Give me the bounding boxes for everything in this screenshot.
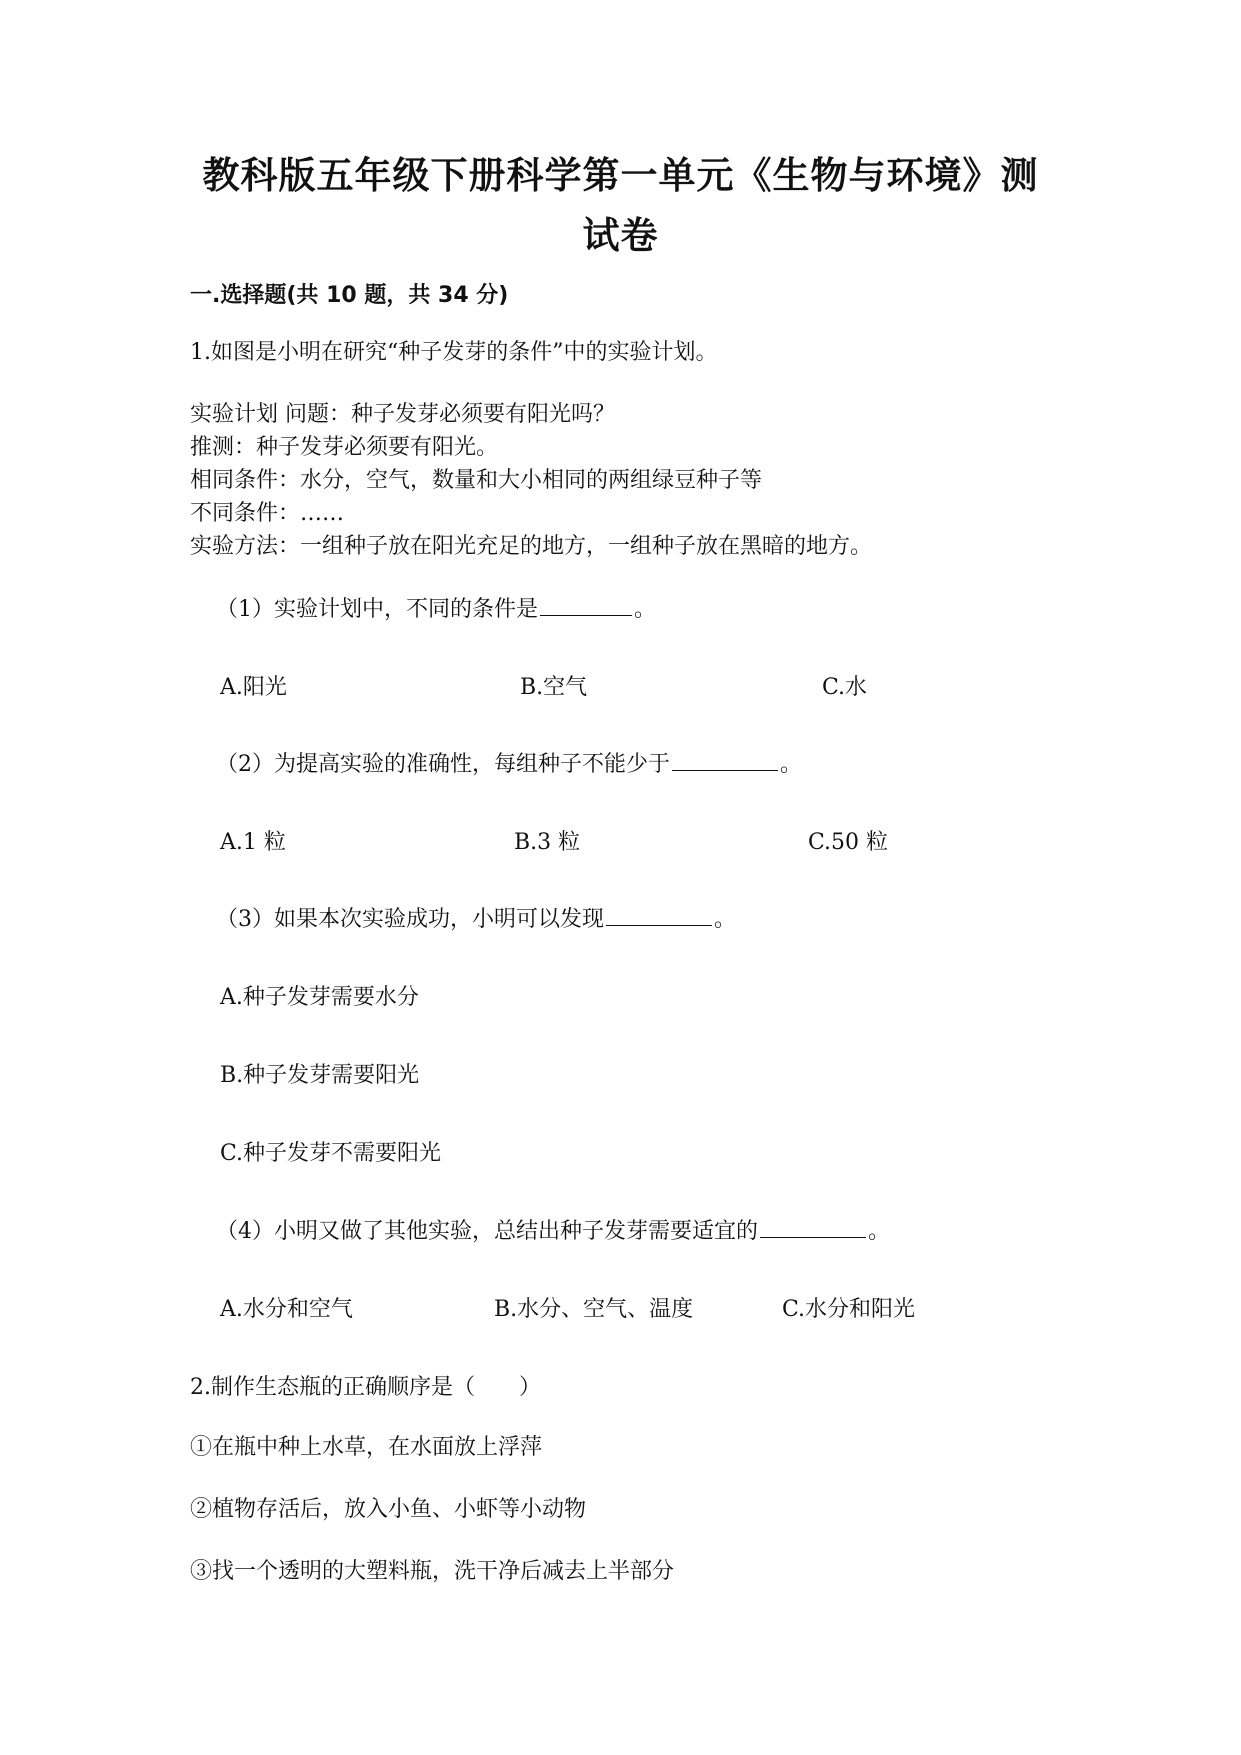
step-item: ①在瓶中种上水草，在水面放上浮萍 — [190, 1435, 543, 1460]
plan-line: 不同条件：…… — [190, 501, 345, 526]
plan-line: 实验方法：一组种子放在阳光充足的地方，一组种子放在黑暗的地方。 — [190, 534, 873, 559]
option-a[interactable]: A.水分和空气 — [220, 1297, 353, 1322]
option-b[interactable]: B.水分、空气、温度 — [494, 1297, 694, 1322]
option-c[interactable]: C.水分和阳光 — [782, 1297, 916, 1322]
subquestion-2 — [216, 750, 802, 780]
step-item: ②植物存活后，放入小鱼、小虾等小动物 — [190, 1497, 587, 1522]
subquestion-3 — [216, 905, 736, 935]
option-b[interactable]: B.3 粒 — [514, 830, 581, 855]
subquestion-4 — [216, 1217, 890, 1247]
subquestion-1 — [216, 595, 656, 625]
answer-blank[interactable] — [760, 1217, 866, 1238]
section-heading: 一.选择题(共 10 题，共 34 分) — [190, 283, 509, 308]
answer-blank[interactable] — [606, 905, 712, 926]
option-b[interactable]: B.种子发芽需要阳光 — [220, 1063, 420, 1088]
page-title — [180, 146, 1061, 266]
question-2-stem: 2.制作生态瓶的正确顺序是（ ） — [190, 1375, 541, 1400]
subquestion-end: 。 — [714, 907, 737, 932]
subquestion-text: （3）如果本次实验成功，小明可以发现 — [216, 907, 604, 932]
plan-line: 实验计划 问题：种子发芽必须要有阳光吗？ — [190, 402, 615, 427]
option-c[interactable]: C.水 — [822, 675, 868, 700]
step-item: ③找一个透明的大塑料瓶，洗干净后减去上半部分 — [190, 1559, 675, 1584]
option-a[interactable]: A.种子发芽需要水分 — [220, 985, 419, 1010]
option-c[interactable]: C.种子发芽不需要阳光 — [220, 1141, 442, 1166]
option-b[interactable]: B.空气 — [520, 675, 588, 700]
subquestion-end: 。 — [634, 597, 657, 622]
title-line-2: 试卷 — [582, 214, 659, 257]
subquestion-end: 。 — [868, 1219, 891, 1244]
answer-blank[interactable] — [672, 750, 778, 771]
answer-blank[interactable] — [540, 595, 632, 616]
plan-line: 推测：种子发芽必须要有阳光。 — [190, 435, 499, 460]
plan-line: 相同条件：水分，空气，数量和大小相同的两组绿豆种子等 — [190, 468, 763, 493]
option-c[interactable]: C.50 粒 — [808, 830, 889, 855]
experiment-plan — [190, 398, 872, 563]
subquestion-end: 。 — [780, 752, 803, 777]
subquestion-text: （4）小明又做了其他实验，总结出种子发芽需要适宜的 — [216, 1219, 758, 1244]
option-a[interactable]: A.1 粒 — [220, 830, 286, 855]
subquestion-text: （2）为提高实验的准确性，每组种子不能少于 — [216, 752, 670, 777]
question-1-stem: 1.如图是小明在研究“种子发芽的条件”中的实验计划。 — [190, 340, 718, 365]
option-a[interactable]: A.阳光 — [220, 675, 287, 700]
subquestion-text: （1）实验计划中，不同的条件是 — [216, 597, 538, 622]
title-line-1: 教科版五年级下册科学第一单元《生物与环境》测 — [202, 154, 1039, 197]
